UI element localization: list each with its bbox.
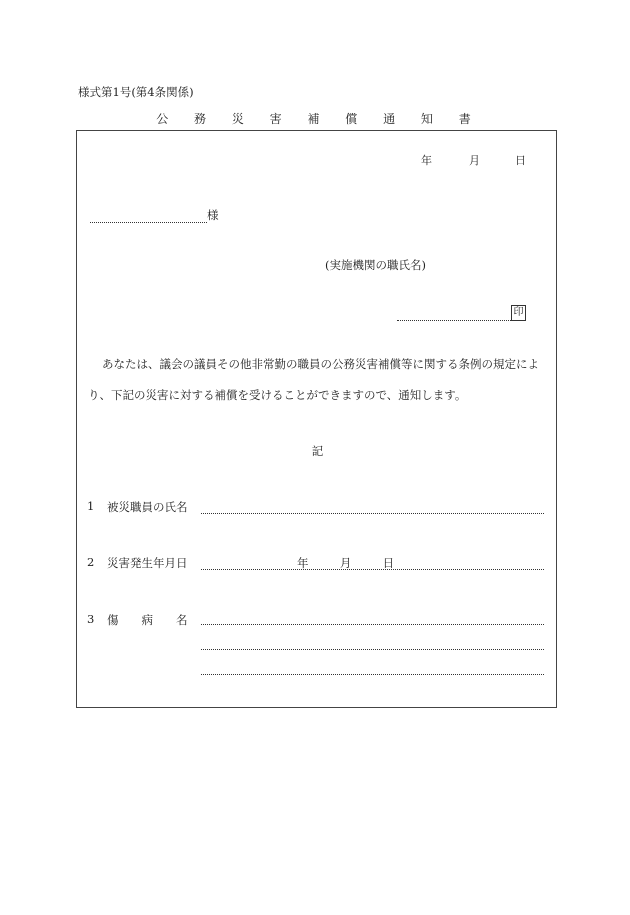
document-title: 公 務 災 害 補 償 通 知 書 [156,112,482,126]
issue-date-day: 日 [515,154,526,167]
form-frame [76,130,557,708]
item-2-number: 2 [87,555,95,569]
item-3-number: 3 [87,612,95,626]
addressee-name-field[interactable] [90,208,207,223]
item-2-field[interactable] [201,568,544,570]
issuer-name-field[interactable] [397,306,511,321]
issue-date [421,152,526,168]
item-2-date-year: 年 [297,556,309,570]
item-1-number: 1 [87,499,95,513]
seal-mark: 印 [511,305,526,321]
item-3-field-line-1[interactable] [201,623,544,625]
issue-date-year: 年 [421,154,432,167]
addressee-honorific: 様 [207,208,219,222]
ki-heading: 記 [311,444,324,458]
item-2-date-month: 月 [339,556,352,570]
notice-body: あなたは、議会の議員その他非常勤の職員の公務災害補償等に関する条例の規定により、下記の災害に対する補償を受けることができますので、通知します。 [88,357,539,402]
item-2-label: 災害発生年月日 [107,556,188,570]
issuer-label: (実施機関の職氏名) [325,258,426,272]
item-1-field[interactable] [201,512,544,514]
item-2-date-day: 日 [382,556,395,570]
item-3-label: 傷 病 名 [107,613,188,627]
issuer-signature-row [397,305,526,321]
issue-date-month: 月 [469,154,480,167]
form-number: 様式第1号(第4条関係) [78,85,194,99]
item-3-field-line-2[interactable] [201,648,544,650]
addressee-row [90,207,219,223]
item-3-field-line-3[interactable] [201,673,544,675]
item-1-label: 被災職員の氏名 [107,500,188,514]
